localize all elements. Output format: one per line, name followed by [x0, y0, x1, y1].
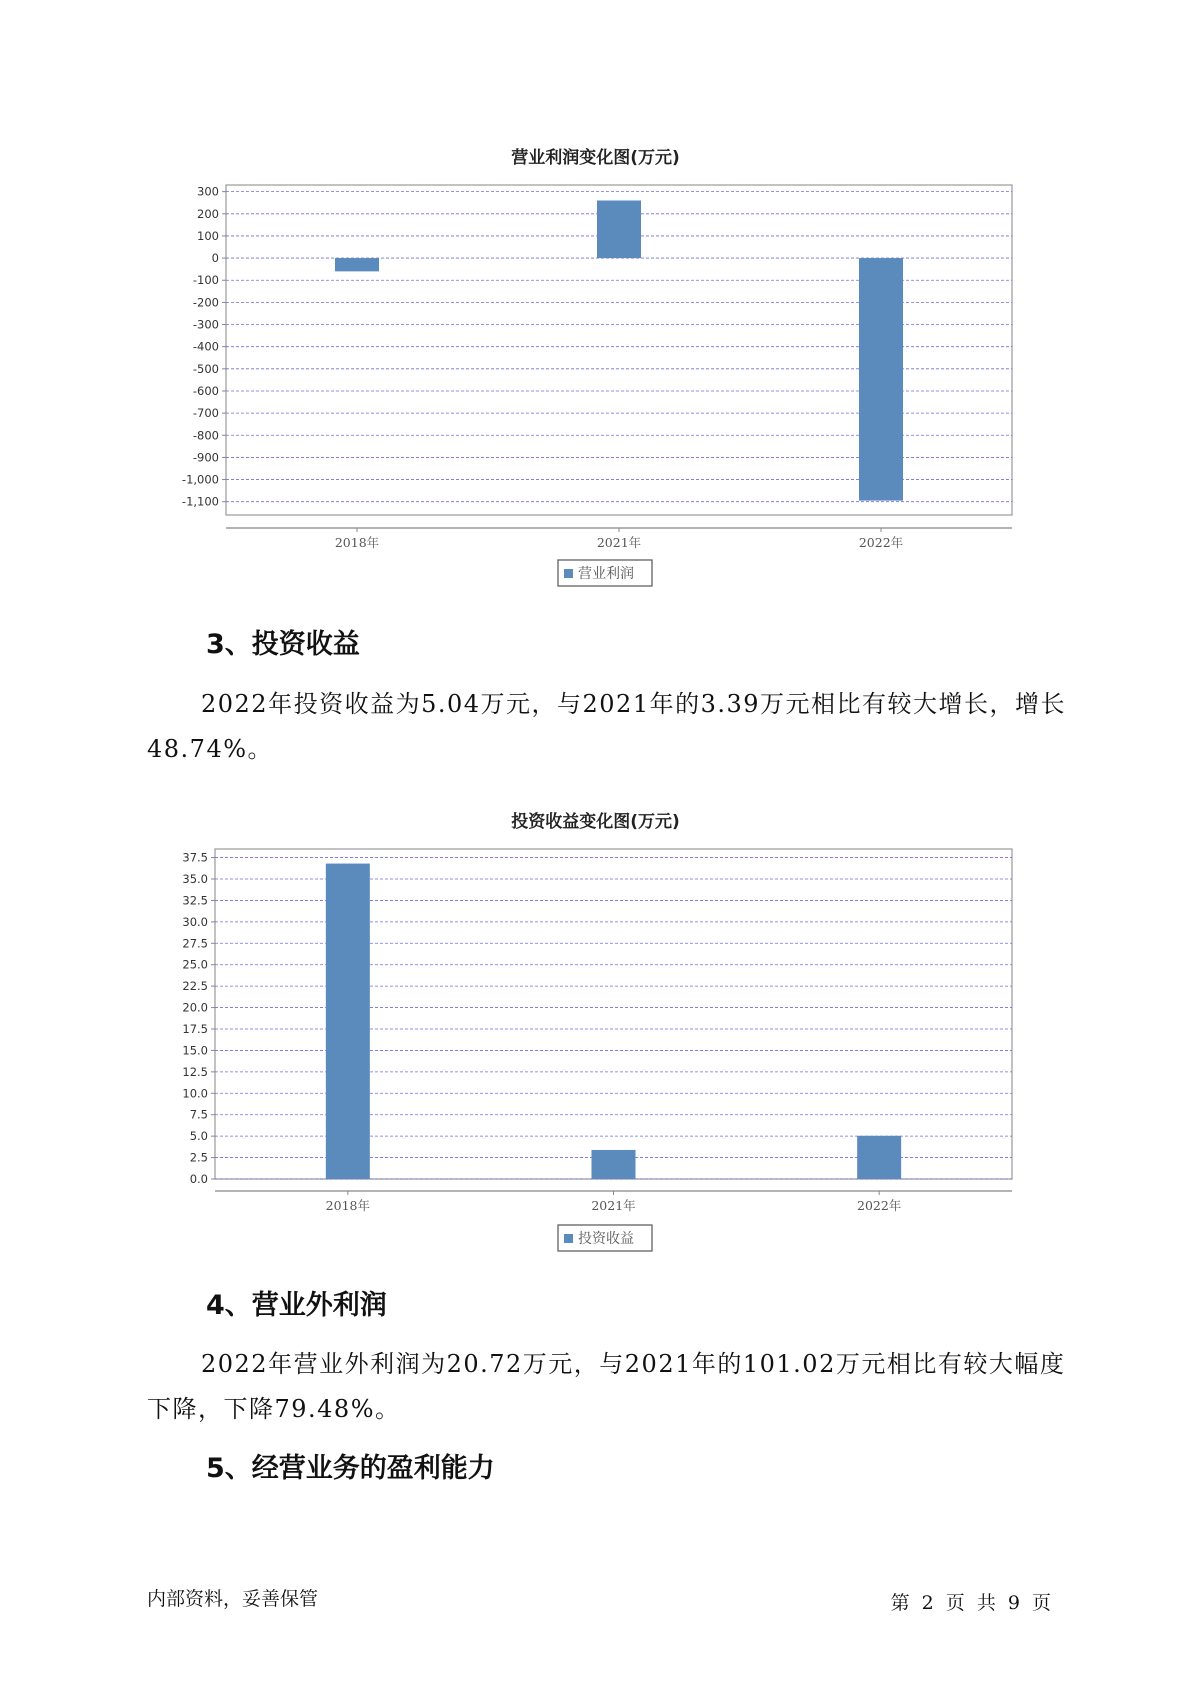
footer-page-number: 第 2 页 共 9 页	[890, 1592, 1051, 1614]
legend-swatch	[564, 569, 573, 578]
bar	[597, 201, 641, 259]
y-tick-label: 10.0	[182, 1086, 208, 1101]
bar	[857, 1136, 901, 1179]
legend-label: 投资收益	[578, 1231, 634, 1247]
bar	[335, 258, 379, 271]
y-tick-label: -100	[192, 273, 219, 288]
x-tick-label: 2022年	[858, 535, 904, 550]
y-tick-label: 25.0	[182, 957, 208, 972]
x-tick-label: 2018年	[325, 1198, 370, 1213]
y-tick-label: -300	[192, 317, 219, 332]
y-tick-label: 12.5	[182, 1064, 208, 1079]
y-tick-label: -1,100	[181, 494, 219, 509]
y-tick-label: 27.5	[182, 936, 208, 951]
bar	[326, 864, 370, 1179]
chart1-title: 营业利润变化图(万元)	[511, 148, 680, 168]
y-tick-label: 5.0	[189, 1129, 208, 1144]
y-tick-label: -900	[192, 450, 219, 465]
x-tick-label: 2021年	[596, 535, 642, 550]
y-tick-label: 37.5	[182, 850, 208, 865]
chart2-title: 投资收益变化图(万元)	[511, 812, 680, 832]
x-tick-label: 2022年	[857, 1198, 902, 1213]
section-4-paragraph: 2022年营业外利润为20.72万元，与2021年的101.02万元相比有较大幅度下降，下降79.48%。	[147, 1350, 1066, 1423]
y-tick-label: 22.5	[182, 979, 208, 994]
operating-profit-chart	[0, 170, 1191, 610]
y-tick-label: 20.0	[182, 1000, 208, 1015]
y-tick-label: 100	[197, 228, 219, 243]
y-tick-label: 0	[211, 251, 219, 266]
y-tick-label: 300	[197, 184, 219, 199]
y-tick-label: 17.5	[182, 1022, 208, 1036]
y-tick-label: 200	[197, 206, 219, 221]
y-tick-label: 35.0	[182, 872, 208, 886]
y-tick-label: -200	[192, 295, 219, 310]
section-4-heading: 4、营业外利润	[206, 1290, 387, 1321]
section-3-heading: 3、投资收益	[206, 629, 360, 660]
x-tick-label: 2018年	[334, 535, 380, 550]
section-3-paragraph: 2022年投资收益为5.04万元，与2021年的3.39万元相比有较大增长，增长48.74%。	[147, 690, 1067, 763]
y-tick-label: -1,000	[181, 472, 219, 487]
y-tick-label: 15.0	[182, 1043, 208, 1058]
legend-swatch	[564, 1234, 573, 1243]
legend-label: 营业利润	[578, 566, 634, 582]
y-tick-label: 2.5	[189, 1150, 208, 1165]
bar	[859, 258, 903, 501]
investment-income-chart	[0, 835, 1191, 1255]
y-tick-label: 30.0	[182, 914, 208, 929]
y-tick-label: -600	[192, 383, 219, 398]
x-tick-label: 2021年	[591, 1198, 636, 1213]
footer-confidential-note: 内部资料，妥善保管	[147, 1588, 319, 1610]
bar	[592, 1150, 636, 1179]
y-tick-label: -700	[192, 406, 219, 421]
y-tick-label: 0.0	[189, 1172, 208, 1186]
y-tick-label: -800	[192, 428, 219, 443]
y-tick-label: -500	[192, 361, 219, 376]
y-tick-label: 7.5	[189, 1107, 208, 1122]
y-tick-label: 32.5	[182, 893, 208, 908]
section-5-heading: 5、经营业务的盈利能力	[206, 1453, 495, 1484]
y-tick-label: -400	[192, 339, 219, 354]
